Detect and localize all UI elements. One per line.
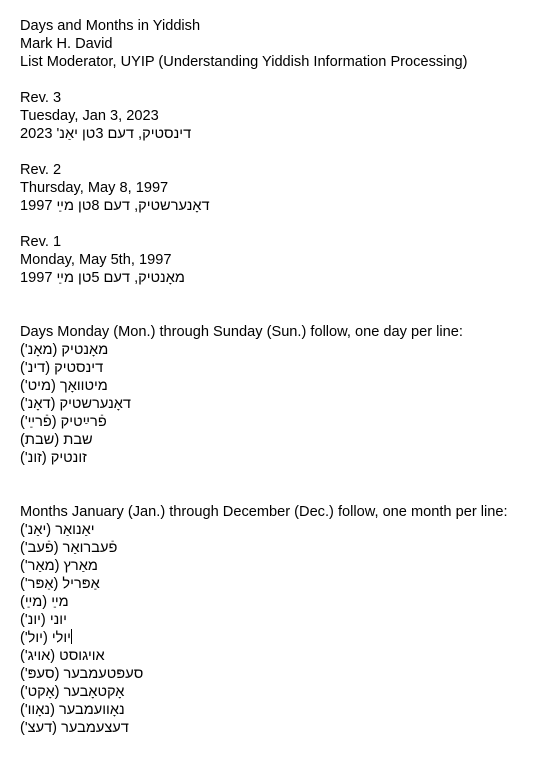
day-item: מאָנטיק (מאָנ') bbox=[20, 342, 109, 358]
blank-line bbox=[20, 467, 550, 485]
month-item: דעצעמבער (דעצ') bbox=[20, 720, 129, 736]
month-item: סעפּטעמבער (סעפּ') bbox=[20, 666, 144, 682]
days-intro: Days Monday (Mon.) through Sunday (Sun.) follow, one day per line: bbox=[20, 324, 463, 340]
day-item: דאָנערשטיק (דאָנ') bbox=[20, 396, 131, 412]
month-item: פֿעברואַר (פֿעב') bbox=[20, 540, 118, 556]
revision-label: Rev. 1 bbox=[20, 234, 62, 250]
blank-line bbox=[20, 71, 550, 89]
blank-line bbox=[20, 215, 550, 233]
revision-yiddish-date: דאָנערשטיק, דעם 8טן מײַ 1997 bbox=[20, 198, 210, 214]
blank-line bbox=[20, 143, 550, 161]
author-name: Mark H. David bbox=[20, 36, 113, 52]
revision-yiddish-date: דינסטיק, דעם 3טן יאַנ' 2023 bbox=[20, 126, 192, 142]
month-item: אָקטאָבער (אָקט') bbox=[20, 684, 125, 700]
author-role: List Moderator, UYIP (Understanding Yiddish Information Processing) bbox=[20, 54, 468, 70]
day-item: זונטיק (זונ') bbox=[20, 450, 87, 466]
document-title: Days and Months in Yiddish bbox=[20, 18, 201, 34]
revision-english-date: Tuesday, Jan 3, 2023 bbox=[20, 108, 159, 124]
month-item: אַפּריל (אַפּר') bbox=[20, 576, 100, 592]
month-item: יוני (יונ') bbox=[20, 612, 67, 628]
document-body[interactable] bbox=[20, 17, 550, 737]
text-cursor bbox=[71, 629, 72, 644]
revision-label: Rev. 2 bbox=[20, 162, 62, 178]
day-item: פֿרײַטיק (פֿרײַ') bbox=[20, 414, 107, 430]
day-item: מיטוואָך (מיט') bbox=[20, 378, 108, 394]
month-item: יולי (יול') bbox=[20, 630, 71, 646]
blank-line bbox=[20, 485, 550, 503]
revision-yiddish-date: מאָנטיק, דעם 5טן מײַ 1997 bbox=[20, 270, 185, 286]
month-item: אויגוסט (אויג') bbox=[20, 648, 105, 664]
day-item: שבת (שבת) bbox=[20, 432, 93, 448]
month-item: יאַנואַר (יאַנ') bbox=[20, 522, 95, 538]
month-item: נאָוועמבער (נאָוו') bbox=[20, 702, 125, 718]
month-item: מאַרץ (מאַר') bbox=[20, 558, 98, 574]
months-intro: Months January (Jan.) through December (Dec.) follow, one month per line: bbox=[20, 504, 508, 520]
blank-line bbox=[20, 305, 550, 323]
blank-line bbox=[20, 287, 550, 305]
revision-english-date: Thursday, May 8, 1997 bbox=[20, 180, 169, 196]
day-item: דינסטיק (דינ') bbox=[20, 360, 104, 376]
revision-english-date: Monday, May 5th, 1997 bbox=[20, 252, 172, 268]
revision-label: Rev. 3 bbox=[20, 90, 62, 106]
month-item: מײַ (מײַ) bbox=[20, 594, 69, 610]
